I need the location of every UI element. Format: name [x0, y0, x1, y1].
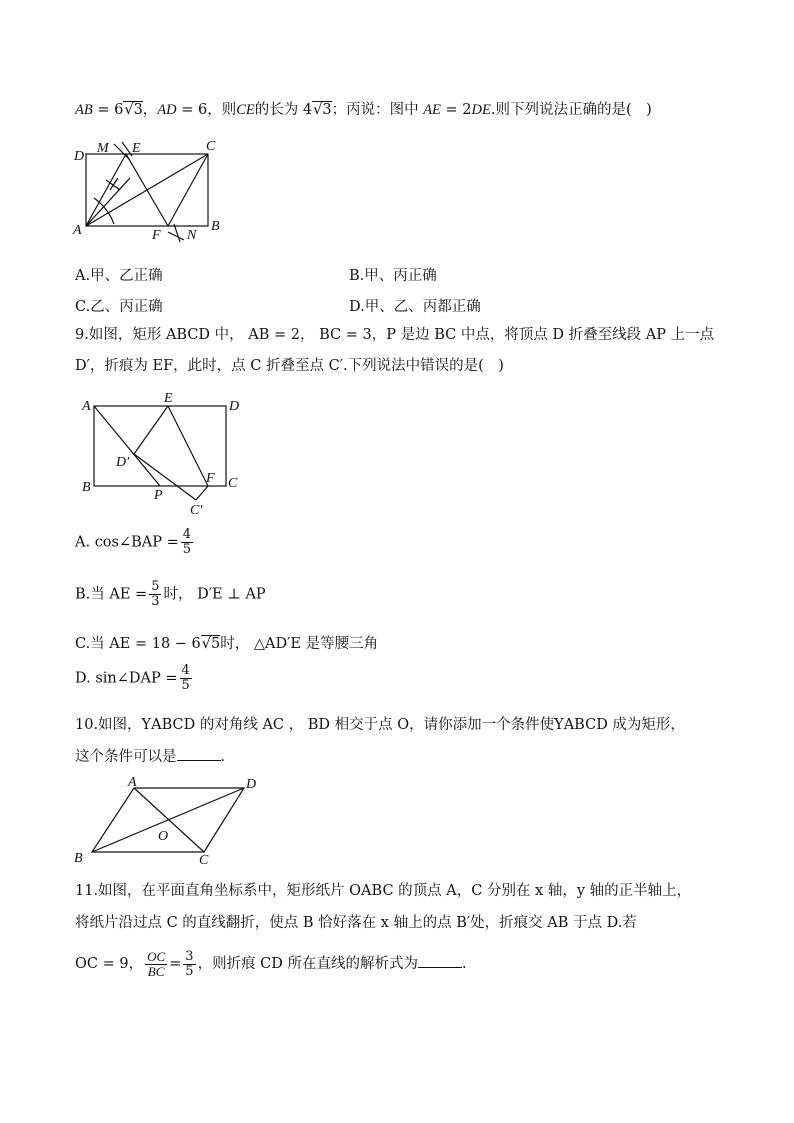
q8-arc-2 [106, 178, 120, 190]
q10-figure [70, 772, 270, 867]
q9-option-a: A. cos∠BAP = $\frac{4}{5}$ [75, 527, 192, 557]
answer-blank[interactable] [177, 746, 221, 761]
q9-figure [78, 390, 258, 520]
q8-fold-line-ef [126, 154, 168, 226]
q8-label-b: B [211, 219, 220, 234]
q8-label-f: F [152, 228, 161, 243]
answer-blank[interactable] [418, 953, 462, 968]
q8-option-a: A.甲、乙正确 [75, 268, 163, 284]
q9-line-fc [196, 486, 208, 500]
q8-label-n: N [187, 228, 197, 243]
q9-label-d-prime: D′ [116, 455, 130, 470]
q8-arc-3 [114, 142, 132, 160]
q8-option-d: D.甲、乙、丙都正确 [349, 299, 481, 315]
q10-label-d: D [246, 777, 257, 792]
q9-label-f: F [206, 471, 215, 486]
q9-line2: D′，折痕为 EF，此时，点 C 折叠至点 C′.下列说法中错误的是( ) [75, 358, 504, 374]
q10-line2: 这个条件可以是 . [75, 746, 225, 767]
q9-fold-line-ef [168, 406, 208, 486]
q9-line1: 9.如图，矩形 ABCD 中， AB = 2， BC = 3，P 是边 BC 中点，将顶点 D 折叠至线段 AP 上一点 [75, 327, 715, 343]
q11-line1: 11.如图，在平面直角坐标系中，矩形纸片 OABC 的顶点 A，C 分别在 x 轴，y 轴的正半轴上， [75, 883, 692, 899]
q11-line2: 将纸片沿过点 C 的直线翻折，使点 B 恰好落在 x 轴上的点 B′处，折痕交 AB 于点 D.若 [75, 915, 637, 931]
q9-label-c: C [228, 476, 238, 491]
q10-label-a: A [128, 775, 137, 790]
q10-label-c: C [199, 853, 209, 867]
q8-line-fc [168, 154, 208, 226]
q9-label-b: B [82, 480, 91, 495]
sqrt-symbol: √3 [124, 102, 143, 118]
q9-label-a: A [82, 399, 91, 414]
q9-line-ed [134, 406, 168, 454]
q8-label-a: A [73, 223, 82, 238]
q8-label-d: D [74, 149, 85, 164]
q11-line3: OC = 9， $\frac{OC}{BC}$ = $\frac{3}{5}$ ，则折痕 CD 所在直线的解析式为 . [75, 948, 467, 979]
q9-label-e: E [164, 391, 173, 406]
q9-label-c-prime: C′ [190, 503, 203, 518]
q9-label-p: P [154, 488, 163, 503]
q9-option-d: D. sin∠DAP = $\frac{4}{5}$ [75, 663, 190, 693]
q9-option-c: C.当 AE = 18 − 6√5时， △AD′E 是等腰三角 [75, 636, 379, 652]
q8-arc-4 [168, 224, 184, 242]
q8-label-c: C [206, 139, 216, 154]
q10-line1: 10.如图，ΥABCD 的对角线 AC ， BD 相交于点 O，请你添加一个条件使ΥABCD 成为矩形， [75, 717, 685, 733]
q8-option-b: B.甲、丙正确 [349, 268, 437, 284]
q10-label-b: B [74, 851, 83, 866]
q8-figure [70, 128, 230, 248]
q9-line-ap [94, 406, 160, 486]
q9-label-d: D [229, 399, 240, 414]
q10-label-o: O [158, 829, 169, 844]
q8-line1: AB = 6√3，AD = 6，则CE的长为 4√3；丙说：图中 AE = 2DE.则下列说法正确的是( ) [75, 102, 652, 118]
q9-line-dc [134, 454, 196, 500]
q9-option-b: B.当 AE = $\frac{5}{3}$ 时， D′E ⊥ AP [75, 579, 266, 609]
q8-label-e: E [132, 141, 141, 156]
q8-option-c: C.乙、丙正确 [75, 299, 163, 315]
q8-label-m: M [97, 141, 109, 156]
